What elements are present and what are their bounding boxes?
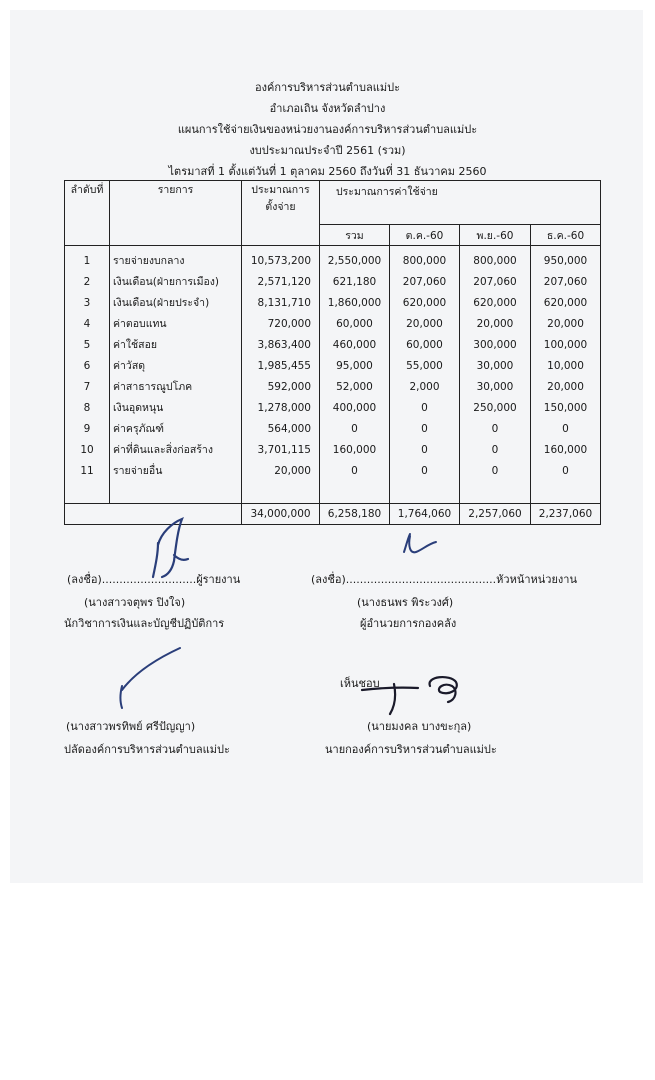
row-no: 4: [65, 313, 110, 334]
row-total: 1,860,000: [320, 292, 390, 313]
row-oct: 2,000: [390, 376, 460, 397]
row-oct: 0: [390, 418, 460, 439]
reporter-sign-line: [67, 570, 240, 588]
row-oct: 0: [390, 460, 460, 481]
row-total: 2,550,000: [320, 246, 390, 272]
total-nov: 2,257,060: [460, 504, 531, 525]
approve-label: เห็นชอบ: [340, 677, 380, 690]
clerk-position: ปลัดองค์การบริหารส่วนตำบลแม่ปะ: [64, 743, 230, 756]
row-budget: 20,000: [242, 460, 320, 481]
row-item: เงินเดือน(ฝ่ายการเมือง): [110, 271, 242, 292]
row-dec: 100,000: [531, 334, 601, 355]
row-dec: 207,060: [531, 271, 601, 292]
col-header-dec: ธ.ค.-60: [531, 225, 601, 246]
row-budget: 8,131,710: [242, 292, 320, 313]
row-oct: 0: [390, 397, 460, 418]
row-oct: 55,000: [390, 355, 460, 376]
mayor-signature: [360, 674, 472, 716]
head-position: ผู้อำนวยการกองคลัง: [360, 617, 457, 630]
clerk-signature: [110, 644, 190, 714]
head-sign-prefix: (ลงชื่อ): [311, 573, 346, 586]
table-spacer-row: [65, 481, 601, 504]
row-nov: 207,060: [460, 271, 531, 292]
row-nov: 800,000: [460, 246, 531, 272]
row-budget: 592,000: [242, 376, 320, 397]
row-oct: 207,060: [390, 271, 460, 292]
row-nov: 300,000: [460, 334, 531, 355]
table-row: [65, 397, 601, 418]
row-no: 5: [65, 334, 110, 355]
row-nov: 620,000: [460, 292, 531, 313]
row-budget: 720,000: [242, 313, 320, 334]
table-row: [65, 292, 601, 313]
row-total: 400,000: [320, 397, 390, 418]
row-item: เงินเดือน(ฝ่ายประจำ): [110, 292, 242, 313]
row-nov: 30,000: [460, 376, 531, 397]
col-header-nov: พ.ย.-60: [460, 225, 531, 246]
table-row: [65, 418, 601, 439]
row-dec: 20,000: [531, 376, 601, 397]
fiscal-year: งบประมาณประจำปี 2561 (รวม): [249, 144, 406, 157]
row-no: 6: [65, 355, 110, 376]
row-oct: 800,000: [390, 246, 460, 272]
total-dec: 2,237,060: [531, 504, 601, 525]
reporter-sign-role: ผู้รายงาน: [196, 573, 241, 586]
row-budget: 2,571,120: [242, 271, 320, 292]
col-header-no: ลำดับที่: [65, 181, 110, 246]
head-sign-line: [311, 570, 577, 588]
col-header-oct: ต.ค.-60: [390, 225, 460, 246]
row-dec: 10,000: [531, 355, 601, 376]
table-body: [65, 246, 601, 482]
row-oct: 60,000: [390, 334, 460, 355]
row-budget: 1,278,000: [242, 397, 320, 418]
total-budget: 34,000,000: [242, 504, 320, 525]
row-item: ค่าตอบแทน: [110, 313, 242, 334]
row-total: 60,000: [320, 313, 390, 334]
row-item: รายจ่ายงบกลาง: [110, 246, 242, 272]
row-no: 3: [65, 292, 110, 313]
row-item: เงินอุดหนุน: [110, 397, 242, 418]
row-no: 2: [65, 271, 110, 292]
row-nov: 0: [460, 418, 531, 439]
row-total: 0: [320, 418, 390, 439]
row-no: 11: [65, 460, 110, 481]
row-item: ค่าวัสดุ: [110, 355, 242, 376]
row-dec: 620,000: [531, 292, 601, 313]
clerk-name: (นางสาวพรทิพย์ ศรีปัญญา): [66, 720, 196, 733]
head-signature: [398, 528, 442, 562]
row-no: 8: [65, 397, 110, 418]
row-nov: 0: [460, 439, 531, 460]
row-total: 52,000: [320, 376, 390, 397]
row-oct: 0: [390, 439, 460, 460]
table-row: [65, 355, 601, 376]
row-dec: 160,000: [531, 439, 601, 460]
district-name: อำเภอเถิน จังหวัดลำปาง: [269, 102, 386, 115]
reporter-name: (นางสาวจตุพร ปิงใจ): [84, 596, 186, 609]
row-oct: 620,000: [390, 292, 460, 313]
row-oct: 20,000: [390, 313, 460, 334]
row-dec: 0: [531, 460, 601, 481]
row-dec: 150,000: [531, 397, 601, 418]
row-nov: 20,000: [460, 313, 531, 334]
reporter-sign-dots: ...........................: [101, 573, 197, 586]
head-sign-role: หัวหน้าหน่วยงาน: [496, 573, 577, 586]
row-no: 9: [65, 418, 110, 439]
table-row: [65, 334, 601, 355]
table-row: [65, 460, 601, 481]
row-nov: 30,000: [460, 355, 531, 376]
row-budget: 564,000: [242, 418, 320, 439]
row-total: 95,000: [320, 355, 390, 376]
row-nov: 0: [460, 460, 531, 481]
row-total: 0: [320, 460, 390, 481]
row-total: 460,000: [320, 334, 390, 355]
col-header-total: รวม: [320, 225, 390, 246]
reporter-sign-prefix: (ลงชื่อ): [67, 573, 102, 586]
row-dec: 20,000: [531, 313, 601, 334]
row-budget: 1,985,455: [242, 355, 320, 376]
row-item: ค่าครุภัณฑ์: [110, 418, 242, 439]
reporter-position: นักวิชาการเงินและบัญชีปฏิบัติการ: [64, 617, 225, 630]
table-row: [65, 439, 601, 460]
row-item: รายจ่ายอื่น: [110, 460, 242, 481]
row-dec: 0: [531, 418, 601, 439]
mayor-name: (นายมงคล บางขะกุล): [367, 720, 472, 733]
row-total: 621,180: [320, 271, 390, 292]
row-dec: 950,000: [531, 246, 601, 272]
row-nov: 250,000: [460, 397, 531, 418]
quarter-period: ไตรมาสที่ 1 ตั้งแต่วันที่ 1 ตุลาคม 2560 ถึงวันที่ 31 ธันวาคม 2560: [168, 165, 487, 178]
row-budget: 3,701,115: [242, 439, 320, 460]
row-budget: 10,573,200: [242, 246, 320, 272]
table-row: [65, 246, 601, 272]
document-title: แผนการใช้จ่ายเงินของหน่วยงานองค์การบริหารส่วนตำบลแม่ปะ: [177, 123, 478, 136]
row-budget: 3,863,400: [242, 334, 320, 355]
row-no: 1: [65, 246, 110, 272]
table-row: [65, 271, 601, 292]
row-no: 10: [65, 439, 110, 460]
col-header-plan: ประมาณการค่าใช้จ่าย: [320, 181, 601, 225]
org-name: องค์การบริหารส่วนตำบลแม่ปะ: [255, 81, 400, 94]
row-item: ค่าใช้สอย: [110, 334, 242, 355]
col-header-budget-line1: ประมาณการ: [251, 184, 310, 196]
head-sign-dots: ...........................................: [345, 573, 497, 586]
total-oct: 1,764,060: [390, 504, 460, 525]
row-total: 160,000: [320, 439, 390, 460]
col-header-budget: [242, 181, 320, 246]
head-name: (นางธนพร พิระวงศ์): [357, 596, 454, 609]
row-no: 7: [65, 376, 110, 397]
row-item: ค่าที่ดินและสิ่งก่อสร้าง: [110, 439, 242, 460]
row-item: ค่าสาธารณูปโภค: [110, 376, 242, 397]
total-sum: 6,258,180: [320, 504, 390, 525]
table-row: [65, 313, 601, 334]
budget-table: [64, 180, 601, 525]
mayor-position: นายกองค์การบริหารส่วนตำบลแม่ปะ: [325, 743, 497, 756]
col-header-budget-line2: ตั้งจ่าย: [265, 201, 296, 213]
table-row: [65, 376, 601, 397]
col-header-item: รายการ: [110, 181, 242, 246]
